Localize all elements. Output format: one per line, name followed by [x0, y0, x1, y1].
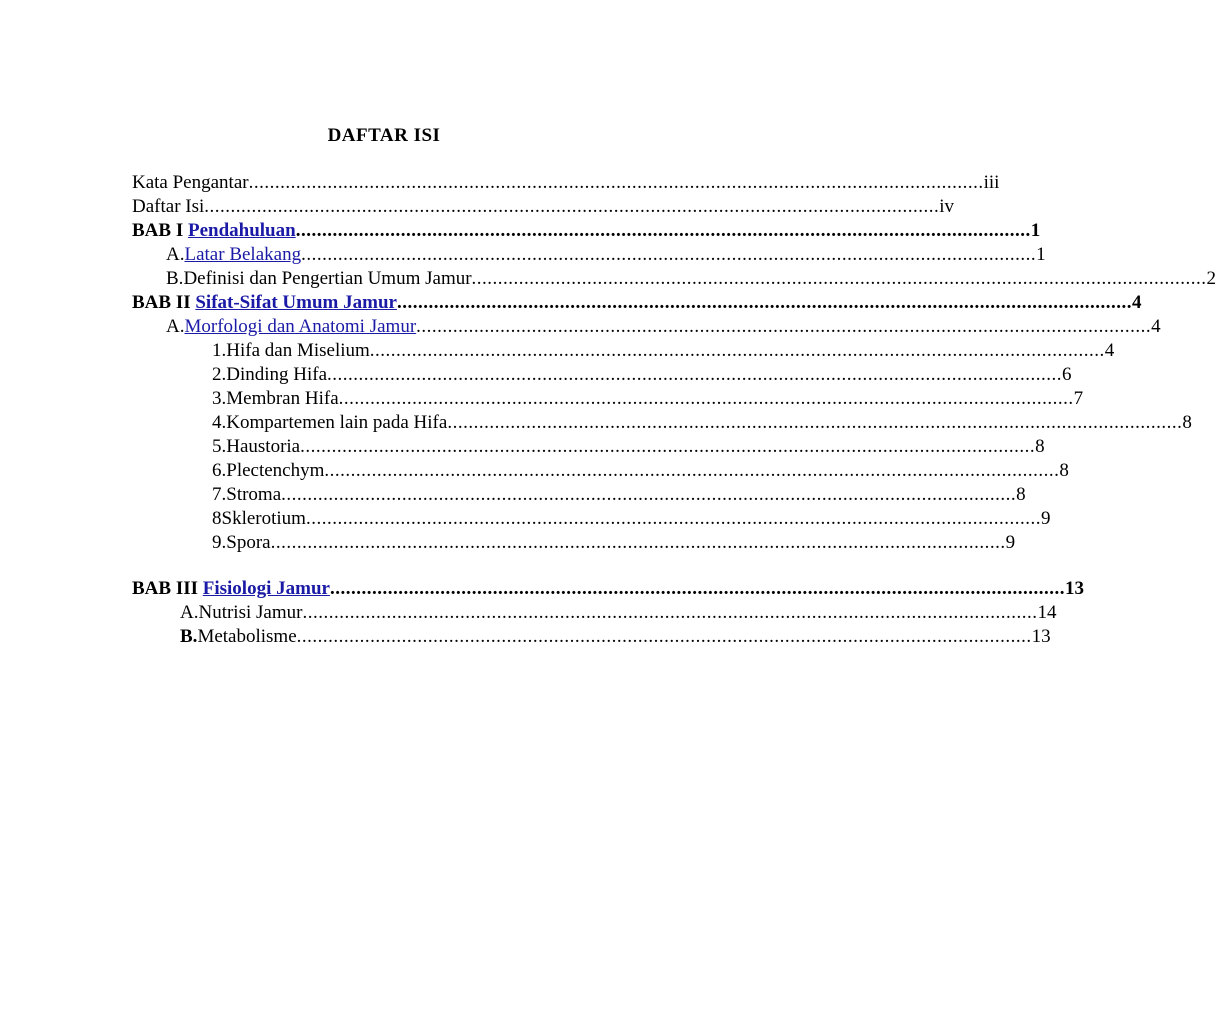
toc-label: Sklerotium	[221, 508, 306, 529]
chapter-link-fisiologi[interactable]: Fisiologi Jamur	[202, 578, 330, 599]
toc-page-number: 4	[1131, 292, 1142, 313]
toc-page-number: 13	[1031, 626, 1051, 647]
toc-label: Dinding Hifa	[226, 364, 328, 385]
toc-entry-bab-2-a	[166, 316, 1161, 338]
item-number: A.	[166, 316, 185, 337]
toc-entry-kata-pengantar	[132, 172, 1000, 194]
chapter-prefix: BAB I	[132, 220, 184, 241]
dot-leader: ............................................................................................................................................	[327, 364, 1063, 385]
toc-page-number: 9	[1005, 532, 1016, 553]
dot-leader: ............................................................................................................................................	[204, 196, 940, 217]
toc-page-number: 6	[1062, 364, 1072, 385]
item-number: 2.	[212, 364, 227, 385]
toc-page-number: 9	[1040, 508, 1051, 529]
toc-entry-bab-1-b	[166, 268, 1216, 290]
item-number: 5.	[212, 436, 227, 457]
toc-entry-bab-3	[132, 578, 1084, 600]
chapter-prefix: BAB II	[132, 292, 191, 313]
toc-subentry-9	[212, 532, 1016, 554]
toc-label: Stroma	[226, 484, 282, 505]
toc-subentry-5	[212, 436, 1045, 458]
toc-subentry-7	[212, 484, 1026, 506]
dot-leader: ............................................................................................................................................	[324, 460, 1060, 481]
toc-label: Metabolisme	[197, 626, 297, 647]
toc-page-number: iv	[939, 196, 955, 217]
toc-label: Hifa dan Miselium	[226, 340, 370, 361]
item-number: B.	[166, 268, 184, 289]
toc-page-number: 4	[1151, 316, 1161, 337]
dot-leader: ............................................................................................................................................	[302, 602, 1038, 623]
dot-leader: ............................................................................................................................................	[447, 412, 1183, 433]
dot-leader: ............................................................................................................................................	[329, 578, 1065, 599]
toc-page-number: 8	[1035, 436, 1045, 457]
item-number: 9.	[212, 532, 227, 553]
toc-page-number: 1	[1036, 244, 1046, 265]
toc-label: Kata Pengantar	[132, 172, 249, 193]
toc-label: Plectenchym	[226, 460, 325, 481]
toc-label: Definisi dan Pengertian Umum Jamur	[183, 268, 472, 289]
toc-entry-bab-2	[132, 292, 1142, 314]
dot-leader: ............................................................................................................................................	[295, 220, 1031, 241]
dot-leader: ............................................................................................................................................	[248, 172, 984, 193]
section-link-latar-belakang[interactable]: Latar Belakang	[184, 244, 302, 265]
toc-label: Spora	[226, 532, 271, 553]
page-title: DAFTAR ISI	[327, 125, 441, 146]
toc-subentry-8	[212, 508, 1051, 530]
toc-entry-bab-1	[132, 220, 1041, 242]
toc-entry-bab-3-a	[180, 602, 1057, 624]
toc-subentry-3	[212, 388, 1084, 410]
item-number: 1.	[212, 340, 227, 361]
toc-page-number: 14	[1037, 602, 1057, 623]
toc-label: Daftar Isi	[132, 196, 205, 217]
dot-leader: ............................................................................................................................................	[396, 292, 1132, 313]
dot-leader: ............................................................................................................................................	[305, 508, 1041, 529]
toc-page-number: iii	[983, 172, 1000, 193]
dot-leader: ............................................................................................................................................	[270, 532, 1006, 553]
toc-label: Membran Hifa	[226, 388, 339, 409]
toc-subentry-6	[212, 460, 1069, 482]
toc-entry-bab-1-a	[166, 244, 1046, 266]
chapter-link-sifat-sifat[interactable]: Sifat-Sifat Umum Jamur	[195, 292, 397, 313]
dot-leader: ............................................................................................................................................	[281, 484, 1017, 505]
toc-label: Kompartemen lain pada Hifa	[226, 412, 448, 433]
toc-page-number: 8	[1182, 412, 1192, 433]
item-number: 6.	[212, 460, 227, 481]
dot-leader: ............................................................................................................................................	[296, 626, 1032, 647]
toc-subentry-2	[212, 364, 1072, 386]
toc-page-number: 2	[1206, 268, 1216, 289]
dot-leader: ............................................................................................................................................	[300, 436, 1036, 457]
toc-entry-daftar-isi	[132, 196, 955, 218]
dot-leader: ............................................................................................................................................	[416, 316, 1152, 337]
toc-page-number: 8	[1016, 484, 1026, 505]
toc-page-number: 1	[1030, 220, 1041, 241]
toc-entry-bab-3-b	[180, 626, 1051, 648]
chapter-prefix: BAB III	[132, 578, 198, 599]
item-number: A.	[166, 244, 185, 265]
chapter-link-pendahuluan[interactable]: Pendahuluan	[187, 220, 296, 241]
dot-leader: ............................................................................................................................................	[369, 340, 1105, 361]
item-number: A.	[180, 602, 199, 623]
section-link-morfologi[interactable]: Morfologi dan Anatomi Jamur	[184, 316, 417, 337]
item-number: 3.	[212, 388, 227, 409]
item-number: B.	[180, 626, 198, 647]
toc-subentry-1	[212, 340, 1115, 362]
toc-page-number: 7	[1073, 388, 1084, 409]
item-number: 8	[212, 508, 222, 529]
dot-leader: ............................................................................................................................................	[338, 388, 1074, 409]
dot-leader: ............................................................................................................................................	[301, 244, 1037, 265]
toc-page-number: 4	[1104, 340, 1115, 361]
item-number: 4.	[212, 412, 227, 433]
toc-page-number: 13	[1064, 578, 1084, 599]
item-number: 7.	[212, 484, 227, 505]
toc-label: Nutrisi Jamur	[198, 602, 303, 623]
toc-label: Haustoria	[226, 436, 301, 457]
dot-leader: ............................................................................................................................................	[471, 268, 1207, 289]
toc-subentry-4	[212, 412, 1192, 434]
toc-page-number: 8	[1059, 460, 1069, 481]
